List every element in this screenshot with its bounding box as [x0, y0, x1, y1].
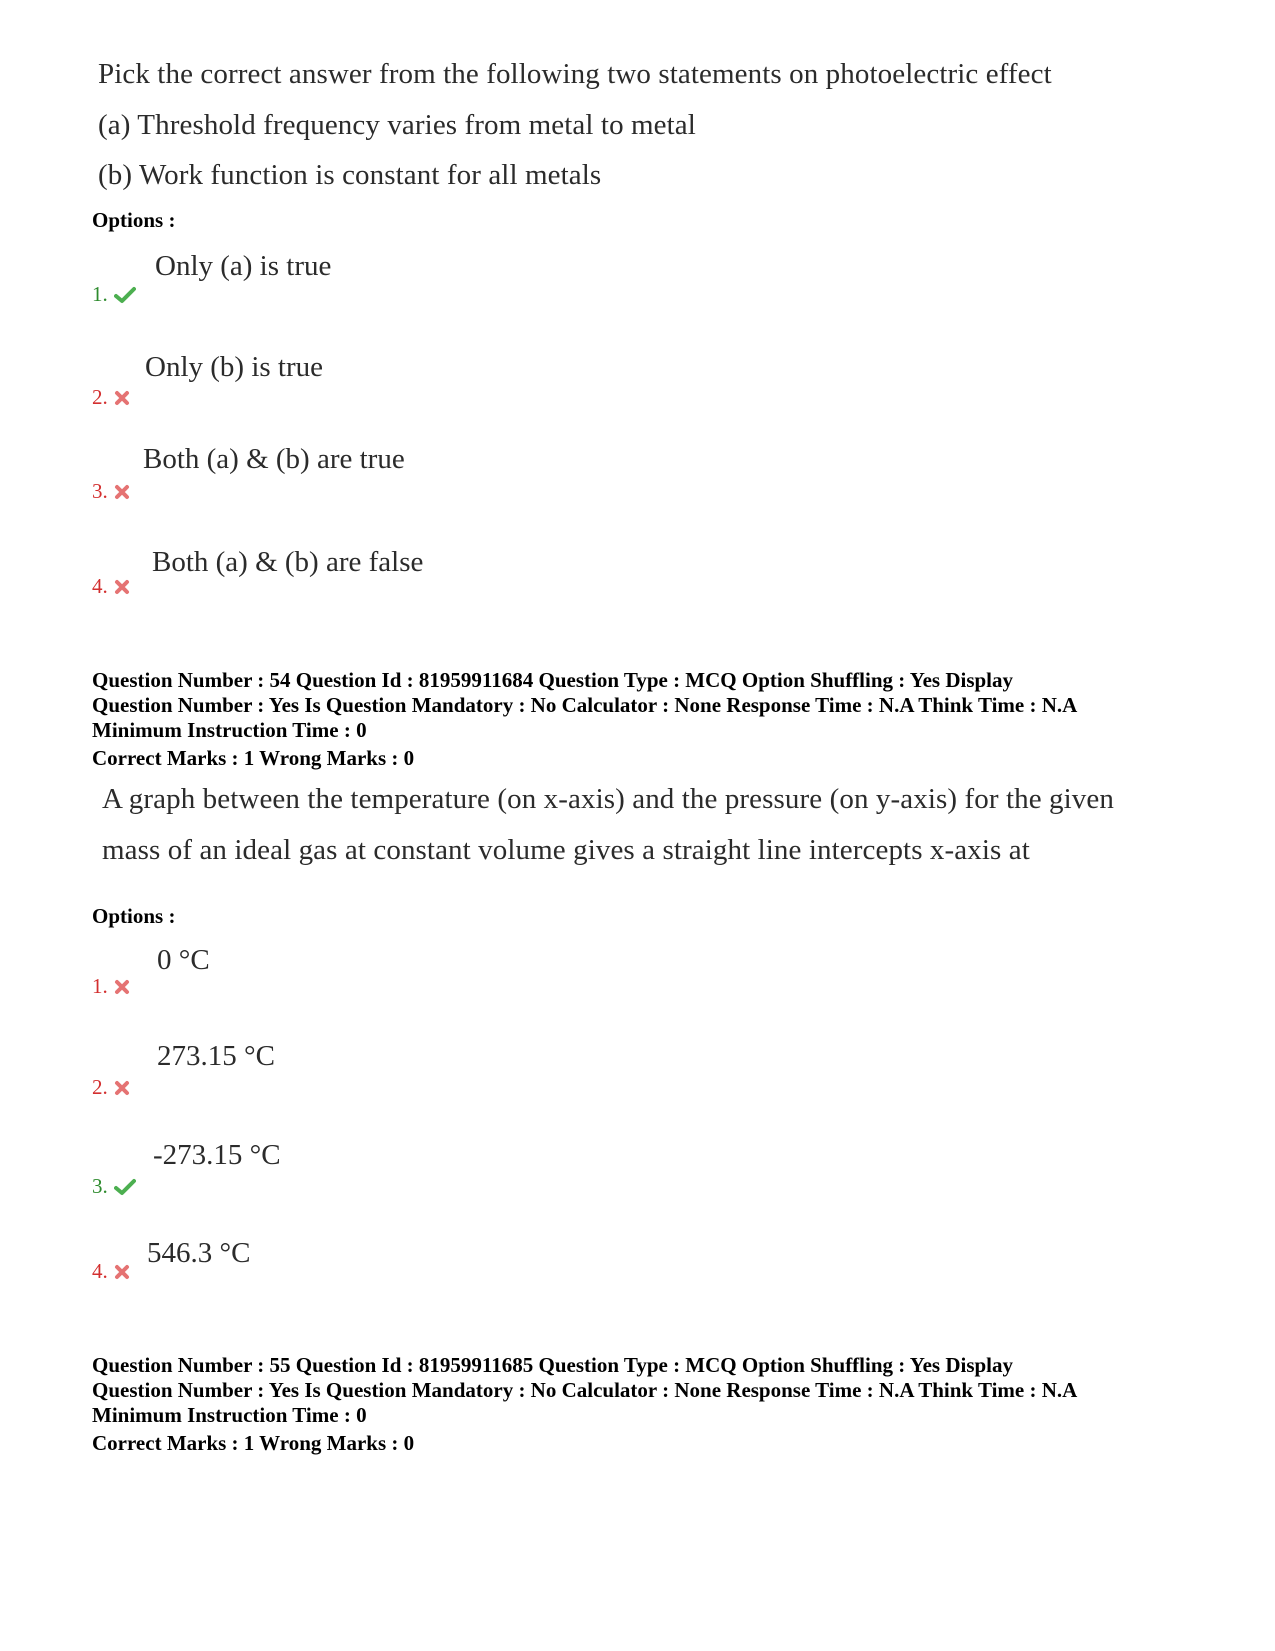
q53-options-label: Options : — [92, 208, 176, 232]
check-icon — [114, 1178, 136, 1201]
q54-option-2 — [92, 1075, 130, 1101]
q53-option-3-text: Both (a) & (b) are true — [143, 443, 405, 475]
q53-option-3-number: 3. — [92, 479, 108, 503]
q54-option-1-text: 0 °C — [157, 944, 210, 976]
q53-option-4-text: Both (a) & (b) are false — [152, 546, 424, 578]
q54-option-3-number: 3. — [92, 1174, 108, 1198]
q54-stem-line-1: A graph between the temperature (on x-axis) and the pressure (on y-axis) for the given — [102, 783, 1114, 815]
cross-icon — [114, 484, 130, 505]
q53-option-1-text: Only (a) is true — [155, 250, 332, 282]
cross-icon — [114, 1080, 130, 1101]
cross-icon — [114, 1264, 130, 1285]
q55-meta-line-2: Question Number : Yes Is Question Mandatory : No Calculator : None Response Time : N.A Think Time : N.A — [92, 1378, 1078, 1402]
q54-option-4-text: 546.3 °C — [147, 1237, 251, 1269]
q53-option-4 — [92, 574, 130, 600]
q53-stem: Pick the correct answer from the following two statements on photoelectric effect — [98, 58, 1052, 90]
q54-option-1-number: 1. — [92, 974, 108, 998]
q55-marks: Correct Marks : 1 Wrong Marks : 0 — [92, 1431, 415, 1455]
check-icon — [114, 286, 136, 309]
q54-meta-line-2: Question Number : Yes Is Question Mandatory : No Calculator : None Response Time : N.A Think Time : N.A — [92, 693, 1078, 717]
q53-option-2-text: Only (b) is true — [145, 351, 323, 383]
q53-option-1-number: 1. — [92, 282, 108, 306]
cross-icon — [114, 579, 130, 600]
q54-stem-line-2: mass of an ideal gas at constant volume gives a straight line intercepts x-axis at — [102, 834, 1030, 866]
q54-option-2-number: 2. — [92, 1075, 108, 1099]
q55-meta-line-3: Minimum Instruction Time : 0 — [92, 1403, 367, 1427]
q53-statement-b: (b) Work function is constant for all metals — [98, 159, 602, 191]
q53-option-2 — [92, 385, 130, 411]
cross-icon — [114, 979, 130, 1000]
q54-option-3 — [92, 1174, 136, 1201]
q54-meta-line-1: Question Number : 54 Question Id : 81959911684 Question Type : MCQ Option Shuffling : Yes Display — [92, 668, 1014, 692]
q55-meta — [92, 1353, 1077, 1428]
q54-option-4 — [92, 1259, 130, 1285]
q53-option-3 — [92, 479, 130, 505]
q54-option-4-number: 4. — [92, 1259, 108, 1283]
q54-option-2-text: 273.15 °C — [157, 1040, 275, 1072]
q53-option-1 — [92, 282, 136, 309]
q55-meta-line-1: Question Number : 55 Question Id : 81959911685 Question Type : MCQ Option Shuffling : Yes Display — [92, 1353, 1014, 1377]
q54-meta-line-3: Minimum Instruction Time : 0 — [92, 718, 367, 742]
q53-statement-a: (a) Threshold frequency varies from metal to metal — [98, 109, 696, 141]
q53-option-2-number: 2. — [92, 385, 108, 409]
q54-option-3-text: -273.15 °C — [153, 1139, 281, 1171]
q54-options-label: Options : — [92, 904, 176, 928]
q54-marks: Correct Marks : 1 Wrong Marks : 0 — [92, 746, 415, 770]
q53-option-4-number: 4. — [92, 574, 108, 598]
cross-icon — [114, 390, 130, 411]
q54-option-1 — [92, 974, 130, 1000]
q54-meta — [92, 668, 1077, 743]
